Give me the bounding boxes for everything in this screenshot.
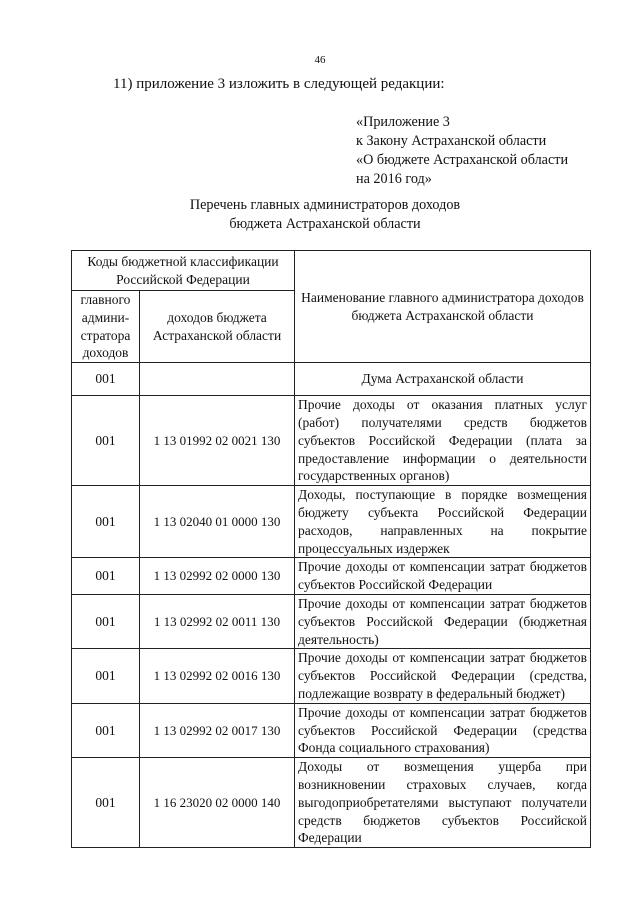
cell-administrator-name: Прочие доходы от компенсации затрат бюджетов субъектов Российской Федерации (средства Фонда социального страхования) <box>295 703 591 757</box>
list-title <box>0 196 640 234</box>
cell-administrator-name: Доходы, поступающие в порядке возмещения бюджету субъекта Российской Федерации расходов, направленных на покрытие процессуальных издержек <box>295 486 591 558</box>
appendix-line: на 2016 год» <box>356 171 432 187</box>
list-title-line: бюджета Астраханской области <box>229 216 421 232</box>
cell-admin-code: 001 <box>72 703 140 757</box>
cell-revenue-code: 1 13 02992 02 0016 130 <box>140 649 295 703</box>
table-row <box>72 363 591 396</box>
cell-admin-code: 001 <box>72 396 140 486</box>
cell-revenue-code: 1 13 02992 02 0011 130 <box>140 594 295 648</box>
table-row <box>72 649 591 703</box>
budget-administrators-table <box>71 250 591 848</box>
cell-revenue-code <box>140 363 295 396</box>
table-row <box>72 703 591 757</box>
cell-administrator-name: Прочие доходы от компенсации затрат бюджетов субъектов Российской Федерации (средства, подлежащие возврату в федеральный бюджет) <box>295 649 591 703</box>
cell-admin-code: 001 <box>72 486 140 558</box>
header-administrator-name: Наименование главного администратора доходов бюджета Астраханской области <box>295 251 591 363</box>
cell-revenue-code: 1 13 02992 02 0017 130 <box>140 703 295 757</box>
appendix-line: «О бюджете Астраханской области <box>356 152 569 168</box>
cell-admin-code: 001 <box>72 594 140 648</box>
cell-revenue-code: 1 13 02040 01 0000 130 <box>140 486 295 558</box>
cell-administrator-name: Дума Астраханской области <box>295 363 591 396</box>
page-number: 46 <box>314 54 326 66</box>
table-row <box>72 486 591 558</box>
cell-admin-code: 001 <box>72 558 140 595</box>
table-header-row <box>72 251 591 291</box>
table-row <box>72 396 591 486</box>
table-row <box>72 758 591 848</box>
appendix-heading <box>356 113 568 189</box>
appendix-line: к Закону Астраханской области <box>356 133 547 149</box>
appendix-line: «Приложение 3 <box>356 114 450 130</box>
cell-administrator-name: Прочие доходы от компенсации затрат бюджетов субъектов Российской Федерации (бюджетная деятельность) <box>295 594 591 648</box>
list-title-line: Перечень главных администраторов доходов <box>189 197 461 213</box>
header-admin-code: главного админи-стратора доходов <box>72 291 140 363</box>
intro-text: 11) приложение 3 изложить в следующей редакции: <box>113 76 445 92</box>
cell-revenue-code: 1 13 01992 02 0021 130 <box>140 396 295 486</box>
cell-administrator-name: Прочие доходы от компенсации затрат бюджетов субъектов Российской Федерации <box>295 558 591 595</box>
cell-admin-code: 001 <box>72 363 140 396</box>
header-classification-codes: Коды бюджетной классификации Российской Федерации <box>72 251 295 291</box>
cell-revenue-code: 1 16 23020 02 0000 140 <box>140 758 295 848</box>
table-body <box>72 251 591 848</box>
cell-admin-code: 001 <box>72 649 140 703</box>
cell-revenue-code: 1 13 02992 02 0000 130 <box>140 558 295 595</box>
table-row <box>72 558 591 595</box>
cell-administrator-name: Прочие доходы от оказания платных услуг (работ) получателями средств бюджетов субъектов Российской Федерации (плата за предоставление информации о деятельности государственных органов) <box>295 396 591 486</box>
header-revenue-code: доходов бюджета Астраханской области <box>140 291 295 363</box>
cell-administrator-name: Доходы от возмещения ущерба при возникновении страховых случаев, когда выгодоприобретателями выступают получатели средств бюджетов субъектов Российской Федерации <box>295 758 591 848</box>
table-row <box>72 594 591 648</box>
cell-admin-code: 001 <box>72 758 140 848</box>
